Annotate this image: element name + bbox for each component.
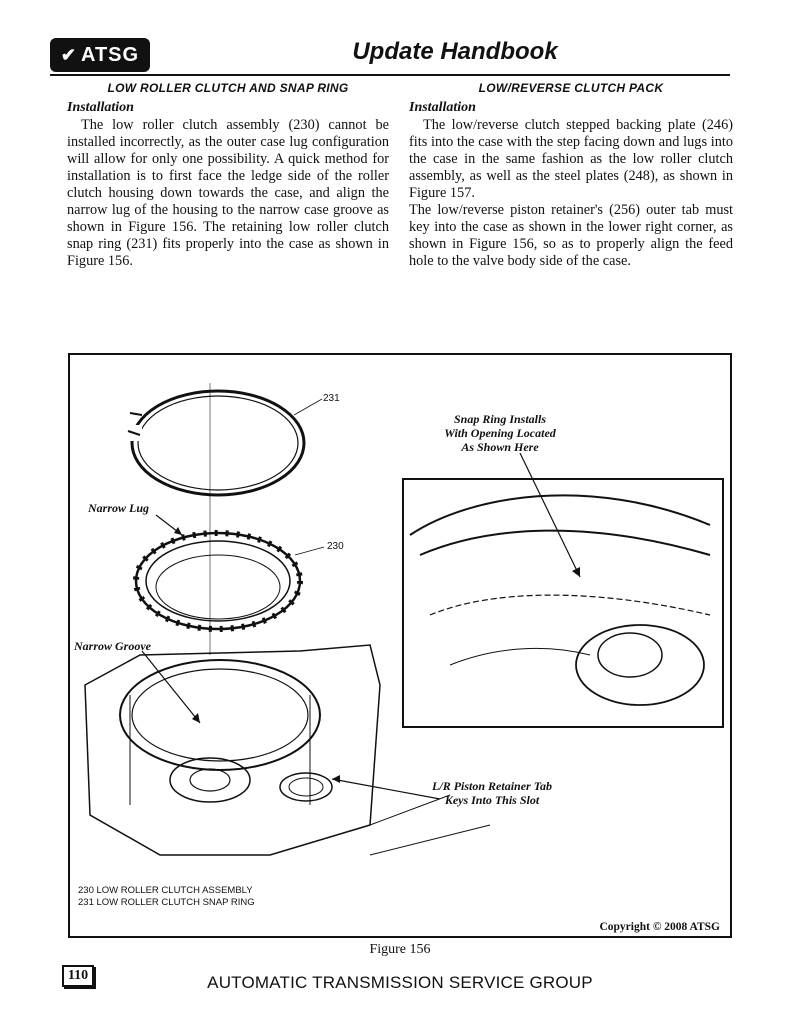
- callout-line: With Opening Located: [444, 426, 556, 440]
- callout-snap-ring-opening: [425, 412, 575, 454]
- subheading-installation: Installation: [67, 100, 134, 115]
- figure-156: [68, 353, 732, 938]
- legend-item: 231 LOW ROLLER CLUTCH SNAP RING: [78, 897, 255, 908]
- callout-retainer-tab: [412, 779, 572, 807]
- callout-line: Snap Ring Installs: [453, 412, 547, 426]
- subheading-installation: Installation: [409, 100, 476, 115]
- callout-line: Keys Into This Slot: [444, 793, 540, 807]
- right-column: [409, 80, 733, 270]
- figure-caption: Figure 156: [369, 942, 431, 957]
- footer-organization: AUTOMATIC TRANSMISSION SERVICE GROUP: [207, 973, 593, 992]
- header-divider: [50, 74, 730, 76]
- page-number: 110: [62, 965, 94, 987]
- detail-inset-frame: [402, 478, 724, 728]
- copyright-notice: Copyright © 2008 ATSG: [599, 921, 720, 933]
- paragraph-roller-clutch: The low roller clutch assembly (230) cannot be installed incorrectly, as the outer case lug configuration will allow for only one possibility. A quick method for installation is to first face the ledge side of the roller clutch housing down towards the case, and align the narrow lug of the housing to the narrow case groove as shown in Figure 156. The retaining low roller clutch snap ring (231) fits properly into the case as shown in Figure 156.: [67, 117, 389, 269]
- logo-text: ATSG: [81, 43, 140, 66]
- paragraph-backing-plate: The low/reverse clutch stepped backing plate (246) fits into the case with the step facing down and lugs into the case in the same fashion as the low roller clutch assembly, as well as the steel plates (248), as shown in Figure 157.: [409, 117, 733, 201]
- ref-number-230: 230: [327, 541, 344, 552]
- roller-clutch-230-drawing: [136, 533, 300, 629]
- figure-legend: [78, 885, 255, 909]
- callout-narrow-lug: Narrow Lug: [88, 501, 150, 515]
- paragraph-piston-retainer: The low/reverse piston retainer's (256) outer tab must key into the case as shown in the lower right corner, as shown in Figure 156, so as to properly align the feed hole to the valve body side of the case.: [409, 202, 733, 269]
- callout-line: As Shown Here: [461, 440, 539, 454]
- legend-item: 230 LOW ROLLER CLUTCH ASSEMBLY: [78, 885, 253, 896]
- snap-ring-231-drawing: [128, 391, 304, 495]
- page-title: Update Handbook: [352, 38, 558, 65]
- callout-line: L/R Piston Retainer Tab: [432, 779, 552, 793]
- section-heading-lr-clutch: LOW/REVERSE CLUTCH PACK: [478, 81, 664, 95]
- section-heading-roller-clutch: LOW ROLLER CLUTCH AND SNAP RING: [107, 81, 349, 95]
- ref-number-231: 231: [323, 393, 340, 404]
- checkmark-icon: ✔: [60, 44, 77, 65]
- callout-narrow-groove: Narrow Groove: [74, 639, 151, 653]
- atsg-logo: [50, 38, 150, 72]
- left-column: [67, 80, 389, 270]
